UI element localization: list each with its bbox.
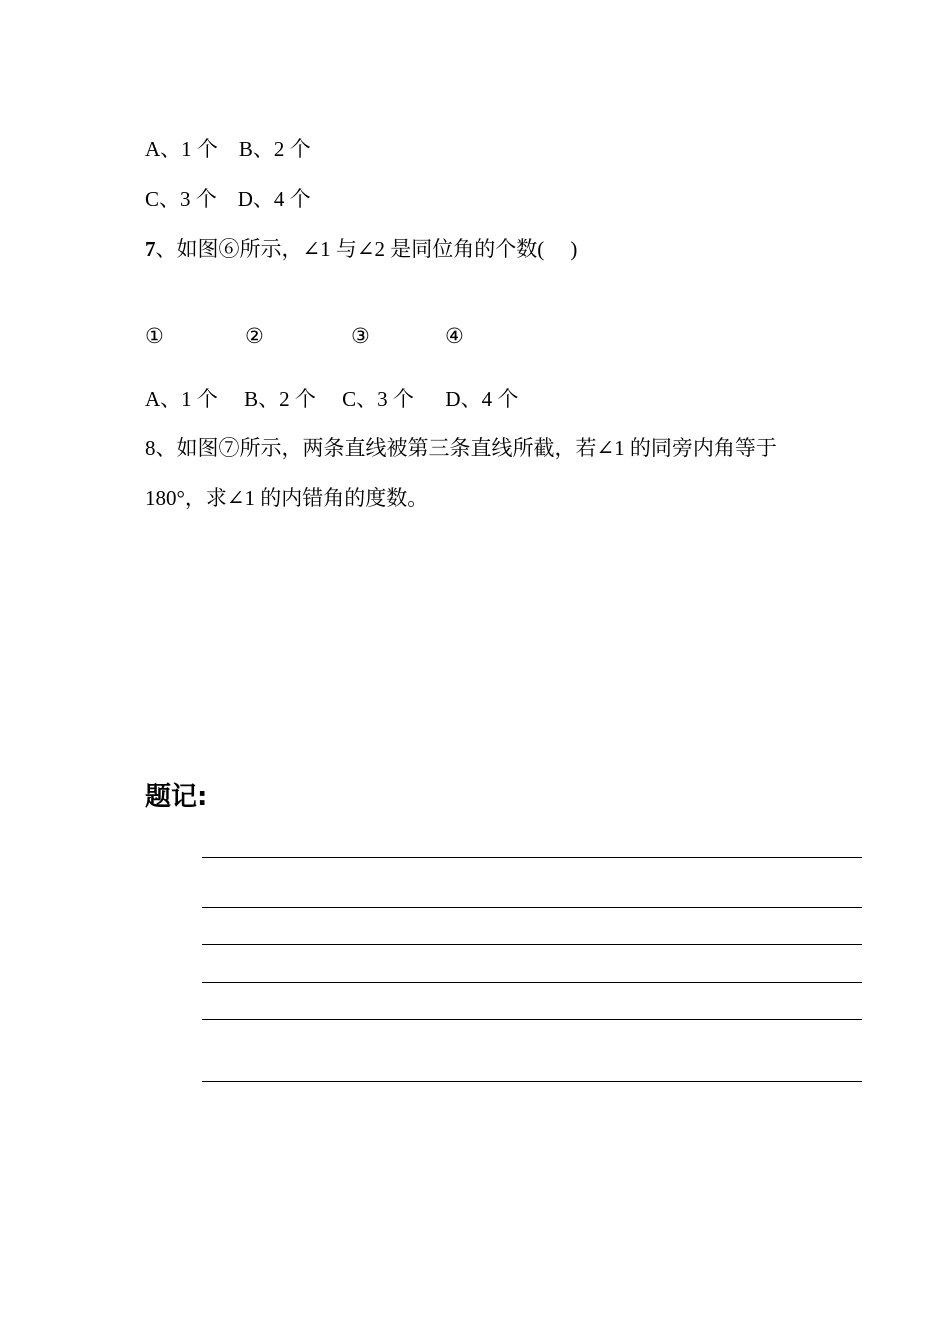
q6-options-row-2: C、3 个 D、4 个 — [145, 187, 311, 211]
q7-question — [145, 235, 577, 263]
q8-question-line-1: 8、如图⑦所示，两条直线被第三条直线所截，若∠1 的同旁内角等于 — [145, 436, 777, 460]
figure-marker-3: ③ — [351, 324, 370, 348]
figure-marker-1: ① — [145, 324, 164, 348]
figure-marker-2: ② — [245, 324, 264, 348]
q6-options-row-1: A、1 个 B、2 个 — [145, 137, 311, 161]
q8-question-line-2: 180°，求∠1 的内错角的度数。 — [145, 486, 429, 510]
note-line — [202, 907, 862, 908]
q7-number: 7 — [145, 237, 156, 261]
notes-heading: 题记: — [145, 782, 208, 812]
note-line — [202, 944, 862, 945]
note-line — [202, 1019, 862, 1020]
note-line — [202, 982, 862, 983]
figure-marker-4: ④ — [445, 324, 464, 348]
q7-text: 、如图⑥所示，∠1 与∠2 是同位角的个数( ) — [155, 237, 578, 261]
note-line — [202, 857, 862, 858]
q7-options: A、1 个 B、2 个 C、3 个 D、4 个 — [145, 387, 519, 411]
note-line — [202, 1081, 862, 1082]
